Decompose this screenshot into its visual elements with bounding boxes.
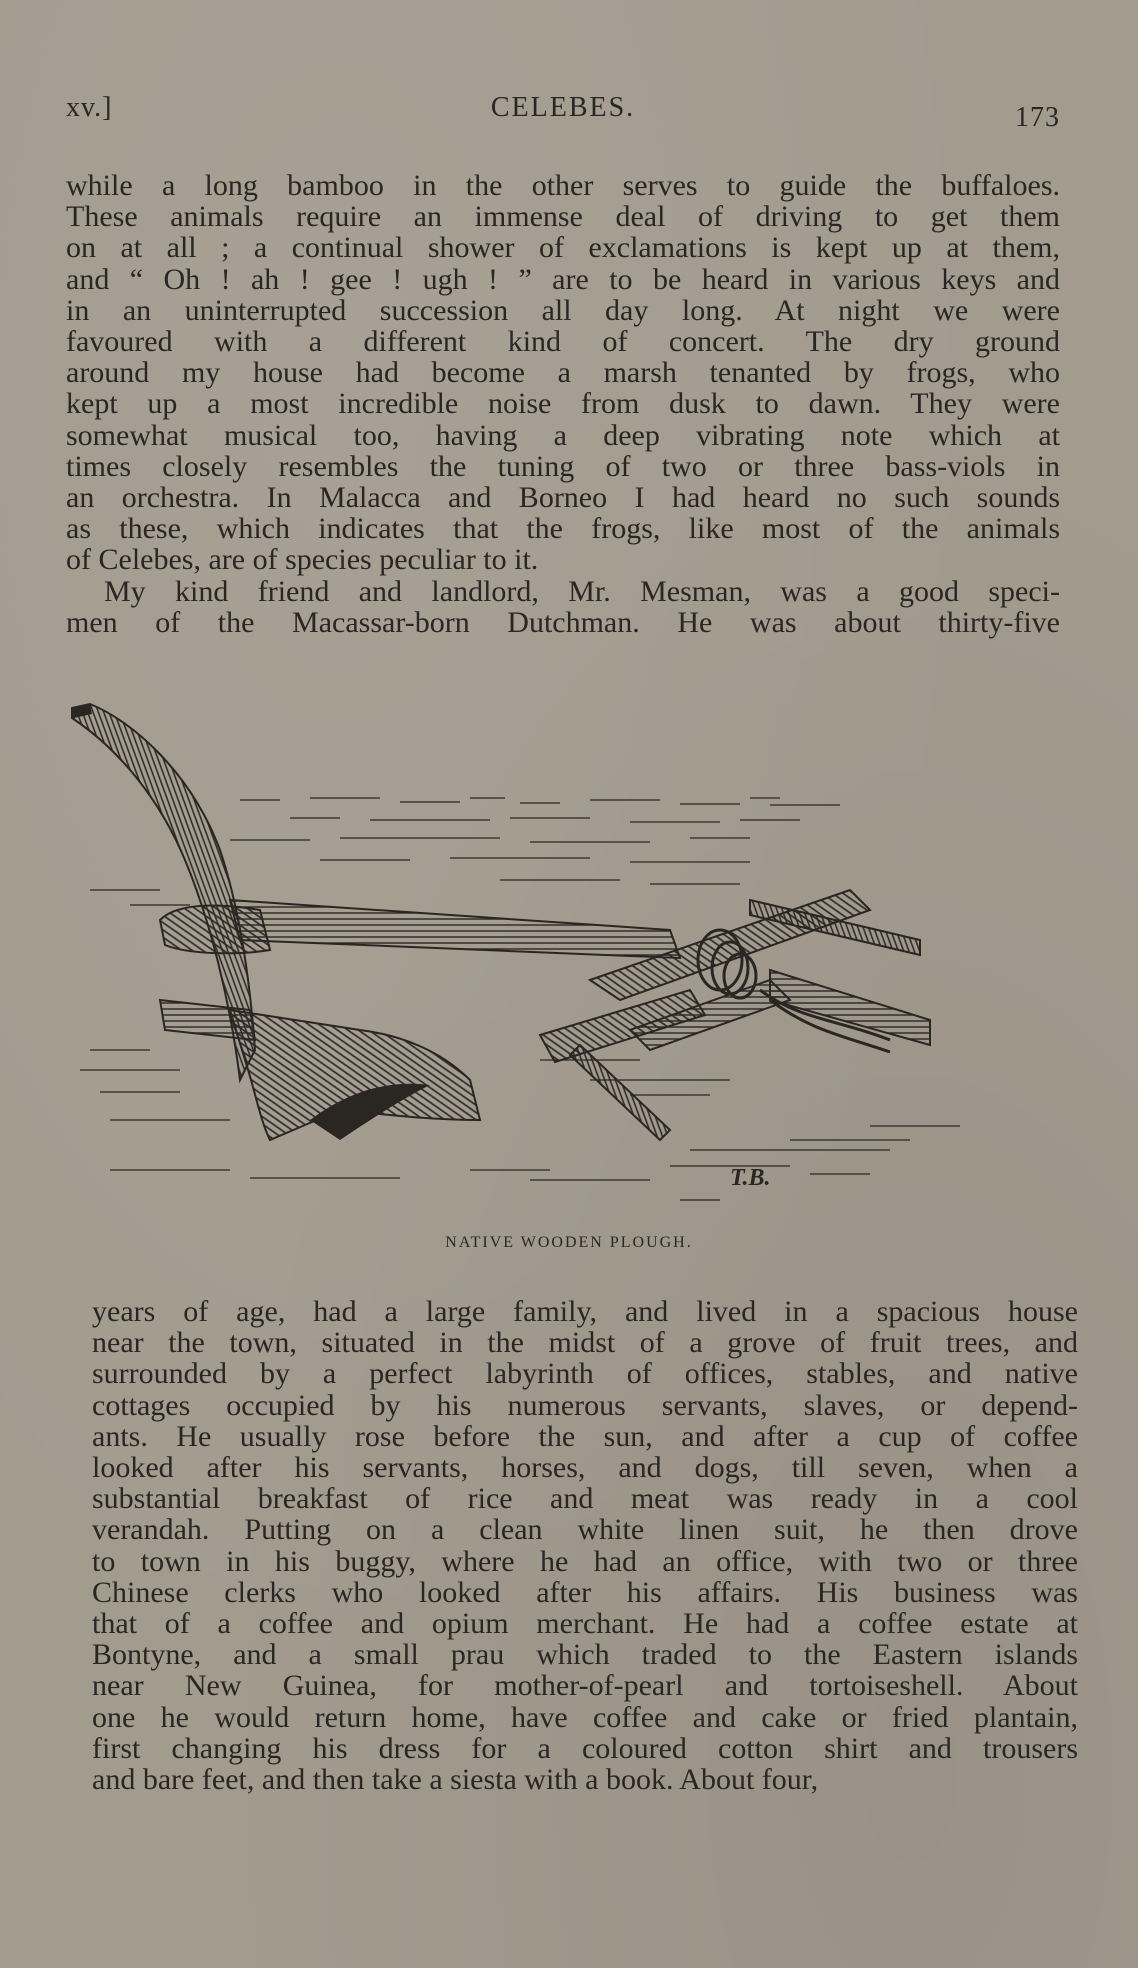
paragraph-bottom <box>92 1296 1078 1795</box>
text-line: kept up a most incredible noise from dusk to dawn. They were <box>66 387 1060 421</box>
text-line: surrounded by a perfect labyrinth of offices, stables, and native <box>92 1357 1078 1391</box>
chapter-number: xv.] <box>66 92 113 123</box>
text-line: men of the Macassar-born Dutchman. He was about thirty-five <box>66 605 1060 639</box>
plough-share <box>160 1000 480 1140</box>
text-line: as these, which indicates that the frogs, like most of the animals <box>66 512 1060 546</box>
text-line: and “ Oh ! ah ! gee ! ugh ! ” are to be heard in various keys and <box>66 262 1060 296</box>
text-line: near the town, situated in the midst of a grove of fruit trees, and <box>92 1326 1078 1360</box>
text-line: near New Guinea, for mother-of-pearl and tortoiseshell. About <box>92 1669 1078 1703</box>
text-line: an orchestra. In Malacca and Borneo I had heard no such sounds <box>66 481 1060 515</box>
plough-illustration <box>70 700 1070 1220</box>
text-line: Chinese clerks who looked after his affairs. His business was <box>92 1575 1078 1609</box>
text-line: while a long bamboo in the other serves to guide the buffaloes. <box>66 169 1060 202</box>
text-line: cottages occupied by his numerous servants, slaves, or depend- <box>92 1388 1078 1422</box>
artist-signature: T.B. <box>730 1165 771 1191</box>
text-line: and bare feet, and then take a siesta with a book. About four, <box>92 1763 819 1797</box>
text-line: that of a coffee and opium merchant. He had a coffee estate at <box>92 1607 1078 1641</box>
running-header <box>66 88 1060 138</box>
page-title: CELEBES. <box>490 92 636 123</box>
text-line: on at all ; a continual shower of exclamations is kept up at them, <box>66 231 1060 265</box>
paragraph-top <box>66 170 1060 638</box>
plough-beam <box>160 900 680 958</box>
text-line: to town in his buggy, where he had an office, with two or three <box>92 1544 1078 1578</box>
text-line: in an uninterrupted succession all day long. At night we were <box>66 293 1060 327</box>
text-line: ants. He usually rose before the sun, and after a cup of coffee <box>92 1419 1078 1453</box>
text-line: These animals require an immense deal of driving to get them <box>66 200 1060 234</box>
text-line: verandah. Putting on a clean white linen suit, he then drove <box>92 1513 1078 1547</box>
text-line: somewhat musical too, having a deep vibrating note which at <box>66 418 1060 452</box>
text-line: times closely resembles the tuning of two or three bass-viols in <box>66 449 1060 483</box>
text-line: first changing his dress for a coloured cotton shirt and trousers <box>92 1731 1078 1765</box>
text-line: one he would return home, have coffee and cake or fried plantain, <box>92 1700 1078 1734</box>
text-line: favoured with a different kind of concert. The dry ground <box>66 325 1060 359</box>
text-line: substantial breakfast of rice and meat was ready in a cool <box>92 1482 1078 1516</box>
text-line: of Celebes, are of species peculiar to it. <box>66 543 539 577</box>
text-line: Bontyne, and a small prau which traded to the Eastern islands <box>92 1638 1078 1672</box>
artist-monogram <box>730 1165 770 1191</box>
illustration-caption: NATIVE WOODEN PLOUGH. <box>445 1234 693 1251</box>
text-line: years of age, had a large family, and lived in a spacious house <box>92 1295 1078 1328</box>
text-line: My kind friend and landlord, Mr. Mesman, was a good speci- <box>104 574 1060 608</box>
text-line: looked after his servants, horses, and dogs, till seven, when a <box>92 1451 1078 1485</box>
text-line: around my house had become a marsh tenanted by frogs, who <box>66 356 1060 390</box>
page-number: 173 <box>1015 102 1060 133</box>
